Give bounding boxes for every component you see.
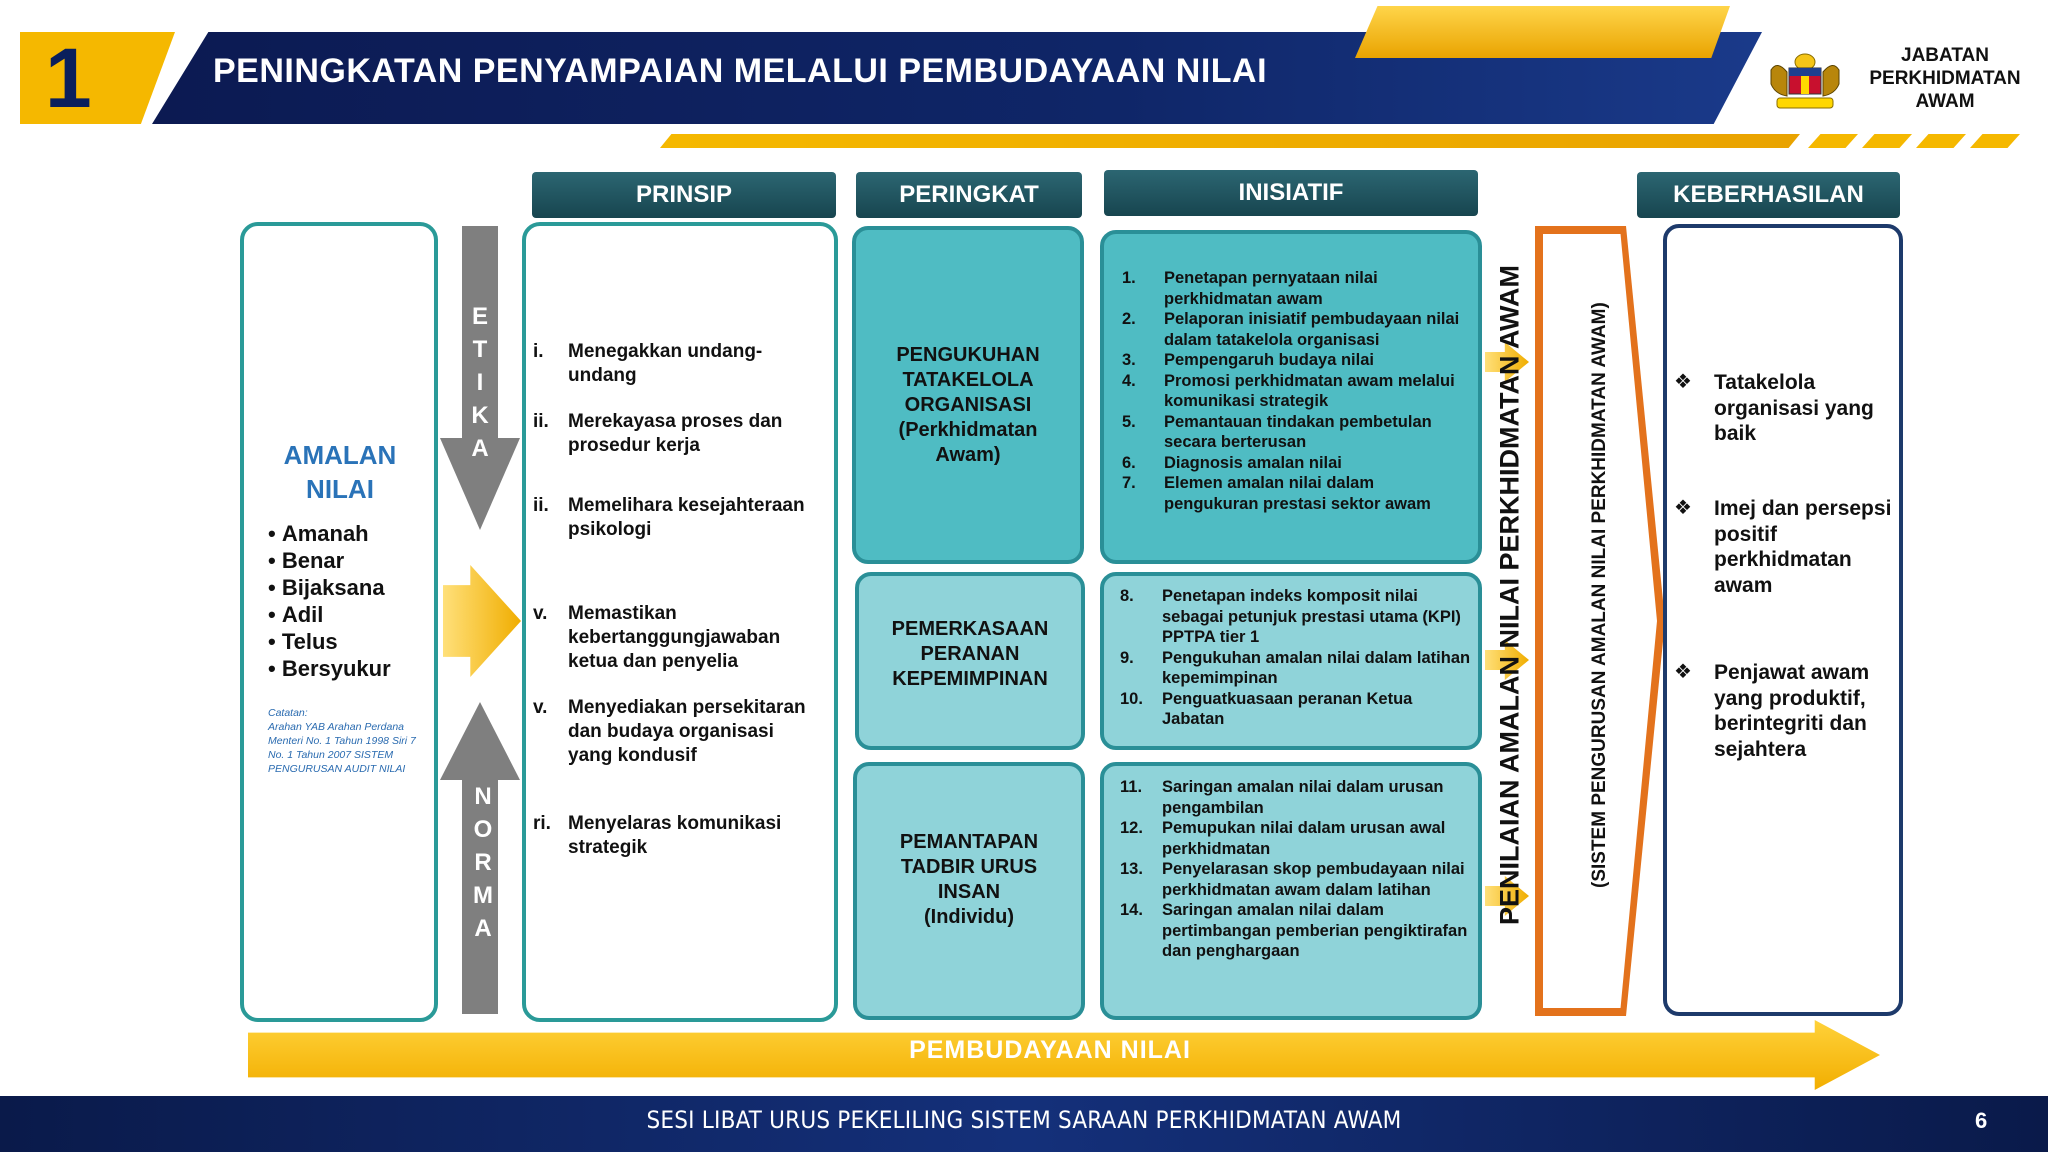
gold-dash bbox=[1916, 134, 1966, 148]
diamond-bullet-icon: ❖ bbox=[1674, 661, 1692, 683]
prinsip-item: v. Menyediakan persekitaran dan budaya organisasi yang kondusif bbox=[533, 697, 806, 766]
gold-accent-tab bbox=[1355, 6, 1730, 58]
penilaian-title: PENILAIAN AMALAN NILAI PERKHIDMATAN AWAM bbox=[1494, 265, 1525, 925]
section-number-tab bbox=[20, 32, 175, 124]
slide-title: PENINGKATAN PENYAMPAIAN MELALUI PEMBUDAYAAN NILAI bbox=[213, 52, 1268, 90]
list-item: 3. Pempengaruh budaya nilai bbox=[1122, 351, 1374, 369]
section-number: 1 bbox=[45, 31, 92, 125]
list-item: 9. Pengukuhan amalan nilai dalam latihan kepemimpinan bbox=[1120, 648, 1471, 687]
list-item: • Telus bbox=[268, 628, 391, 655]
page-number: 6 bbox=[1975, 1108, 1988, 1133]
agency-name: JABATAN PERKHIDMATAN AWAM bbox=[1869, 45, 2021, 112]
list-item: 8. Penetapan indeks komposit nilai sebagai petunjuk prestasi utama (KPI) PPTPA tier 1 bbox=[1120, 587, 1461, 646]
list-item: • Bersyukur bbox=[268, 655, 391, 682]
coat-of-arms-icon bbox=[1765, 50, 1845, 112]
list-item: 6. Diagnosis amalan nilai bbox=[1122, 453, 1342, 472]
list-item: 11. Saringan amalan nilai dalam urusan pengambilan bbox=[1120, 778, 1444, 817]
inisiatif-list-1 bbox=[1122, 268, 1472, 514]
list-item: 2. Pelaporan inisiatif pembudayaan nilai dalam tatakelola organisasi bbox=[1122, 310, 1460, 349]
norma-arrow-head bbox=[440, 702, 520, 780]
list-item: • Amanah bbox=[268, 520, 391, 547]
pembudayaan-nilai-label: PEMBUDAYAAN NILAI bbox=[909, 1036, 1191, 1064]
nilai-list bbox=[268, 520, 391, 682]
list-item: 12. Pemupukan nilai dalam urusan awal perkhidmatan bbox=[1120, 819, 1446, 858]
gold-accent-stripe bbox=[660, 134, 1800, 148]
list-item: 14. Saringan amalan nilai dalam pertimbangan pemberian pengiktirafan dan penghargaan bbox=[1120, 901, 1468, 960]
peringkat-organisasi-label: PENGUKUHAN TATAKELOLA ORGANISASI (Perkhidmatan Awam) bbox=[896, 344, 1040, 466]
column-header-inisiatif: INISIATIF bbox=[1104, 170, 1478, 216]
peringkat-kepemimpinan-label: PEMERKASAAN PERANAN KEPEMIMPINAN bbox=[891, 618, 1049, 690]
prinsip-item: i. Menegakkan undang-undang bbox=[533, 341, 763, 386]
prinsip-item: ri. Menyelaras komunikasi strategik bbox=[533, 813, 782, 858]
list-item: • Benar bbox=[268, 547, 391, 574]
list-item: 4. Promosi perkhidmatan awam melalui komunikasi strategik bbox=[1122, 371, 1455, 410]
prinsip-item: ii. Merekayasa proses dan prosedur kerja bbox=[533, 411, 783, 456]
diamond-bullet-icon: ❖ bbox=[1674, 497, 1692, 519]
gold-arrow-right bbox=[443, 565, 521, 677]
column-header-keberhasilan: KEBERHASILAN bbox=[1637, 172, 1900, 218]
gold-dash bbox=[1862, 134, 1912, 148]
inisiatif-list-2 bbox=[1120, 586, 1472, 730]
prinsip-item: v. Memastikan kebertanggungjawaban ketua dan penyelia bbox=[533, 603, 781, 672]
list-item: 5. Pemantauan tindakan pembetulan secara berterusan bbox=[1122, 412, 1432, 451]
list-item: 7. Elemen amalan nilai dalam pengukuran prestasi sektor awam bbox=[1122, 474, 1431, 513]
peringkat-individu-label: PEMANTAPAN TADBIR URUS INSAN (Individu) bbox=[899, 831, 1039, 928]
list-item: 1. Penetapan pernyataan nilai perkhidmatan awam bbox=[1122, 269, 1378, 308]
catatan-note: Catatan: Arahan YAB Arahan Perdana Menteri No. 1 Tahun 1998 Siri 7 No. 1 Tahun 2007 SISTEM PENGURUSAN AUDIT NILAI bbox=[268, 707, 416, 775]
amalan-nilai-title: AMALAN NILAI bbox=[283, 440, 397, 504]
footer-text: SESI LIBAT URUS PEKELILING SISTEM SARAAN PERKHIDMATAN AWAM bbox=[646, 1106, 1402, 1134]
gold-dash bbox=[1808, 134, 1858, 148]
keberhasilan-item: ❖ Penjawat awam yang produktif, berintegriti dan sejahtera bbox=[1674, 661, 1870, 761]
diamond-bullet-icon: ❖ bbox=[1674, 371, 1692, 393]
list-item: 10. Penguatkuasaan peranan Ketua Jabatan bbox=[1120, 689, 1413, 728]
list-item: • Bijaksana bbox=[268, 574, 391, 601]
list-item: • Adil bbox=[268, 601, 391, 628]
keberhasilan-item: ❖ Imej dan persepsi positif perkhidmatan awam bbox=[1674, 497, 1892, 597]
keberhasilan-item: ❖ Tatakelola organisasi yang baik bbox=[1674, 371, 1874, 445]
inisiatif-list-3 bbox=[1120, 777, 1472, 962]
column-header-peringkat: PERINGKAT bbox=[856, 172, 1082, 218]
norma-label: N O R M A bbox=[473, 783, 493, 942]
list-item: 13. Penyelarasan skop pembudayaan nilai perkhidmatan awam dalam latihan bbox=[1120, 860, 1465, 899]
etika-label: E T I K A bbox=[471, 303, 489, 462]
keberhasilan-box bbox=[1663, 224, 1903, 1016]
penilaian-subtitle: (SISTEM PENGURUSAN AMALAN NILAI PERKHIDMATAN AWAM) bbox=[1589, 302, 1610, 888]
column-header-prinsip: PRINSIP bbox=[532, 172, 836, 218]
gold-dash bbox=[1970, 134, 2020, 148]
prinsip-item: ii. Memelihara kesejahteraan psikologi bbox=[533, 495, 805, 540]
